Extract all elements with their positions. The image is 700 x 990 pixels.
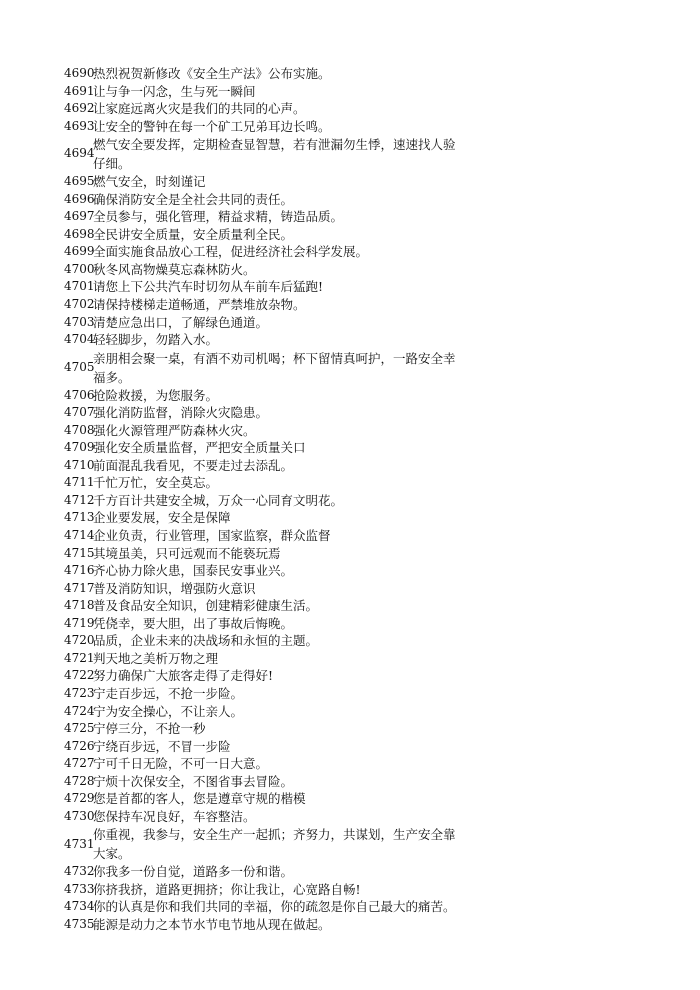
item-number: 4708 bbox=[64, 422, 95, 437]
item-text: 宁为安全操心，不让亲人。 bbox=[93, 703, 244, 719]
item-text: 燃气安全要发挥，定期检查显智慧，若有泄漏勿生悸，速速找人验仔细。 bbox=[93, 137, 456, 172]
list-item bbox=[64, 863, 464, 881]
item-text: 前面混乱我看见，不要走过去添乱。 bbox=[93, 457, 294, 473]
item-text: 强化安全质量监督，严把安全质量关口 bbox=[93, 440, 306, 456]
item-number: 4716 bbox=[64, 563, 95, 578]
item-text: 轻轻脚步，勿踏入水。 bbox=[93, 332, 219, 348]
item-text: 确保消防安全是全社会共同的责任。 bbox=[93, 191, 294, 207]
item-text: 普及食品安全知识，创建精彩健康生活。 bbox=[93, 598, 319, 614]
list-item bbox=[64, 597, 464, 615]
item-number: 4723 bbox=[64, 685, 95, 700]
item-text: 千方百计共建安全城，万众一心同育文明花。 bbox=[93, 492, 344, 508]
item-number: 4734 bbox=[64, 899, 95, 914]
item-text: 企业负责，行业管理，国家监察，群众监督 bbox=[93, 528, 331, 544]
item-number: 4698 bbox=[64, 226, 95, 241]
item-number: 4726 bbox=[64, 738, 95, 753]
list-item bbox=[64, 545, 464, 563]
item-number: 4702 bbox=[64, 297, 95, 312]
item-number: 4707 bbox=[64, 405, 95, 420]
item-text: 亲朋相会聚一桌，有酒不劝司机喝；杯下留情真呵护，一路安全幸福多。 bbox=[93, 350, 456, 385]
item-text: 宁可千日无险，不可一日大意。 bbox=[93, 756, 269, 772]
item-number: 4709 bbox=[64, 440, 95, 455]
item-number: 4735 bbox=[64, 916, 95, 931]
item-text: 宁烦十次保安全，不图省事去冒险。 bbox=[93, 773, 294, 789]
item-text: 强化消防监督，消除火灾隐患。 bbox=[93, 405, 269, 421]
item-number: 4727 bbox=[64, 756, 95, 771]
list-item bbox=[64, 527, 464, 545]
list-item bbox=[64, 331, 464, 349]
item-text: 你挤我挤，道路更拥挤；你让我让，心宽路自畅! bbox=[93, 881, 361, 897]
list-item bbox=[64, 191, 464, 209]
list-item bbox=[64, 387, 464, 405]
item-text: 齐心协力除火患，国泰民安事业兴。 bbox=[93, 563, 294, 579]
list-item bbox=[64, 457, 464, 475]
item-number: 4731 bbox=[64, 836, 95, 851]
item-text: 请您上下公共汽车时切勿从车前车后猛跑! bbox=[93, 279, 324, 295]
list-item bbox=[64, 703, 464, 721]
list-item bbox=[64, 422, 464, 440]
list-item bbox=[64, 296, 464, 314]
item-number: 4728 bbox=[64, 773, 95, 788]
list-item bbox=[64, 278, 464, 296]
list-item bbox=[64, 173, 464, 191]
item-text: 全民讲安全质量，安全质量利全民。 bbox=[93, 226, 294, 242]
list-item bbox=[64, 825, 464, 863]
item-text: 宁绕百步远，不冒一步险 bbox=[93, 738, 231, 754]
item-number: 4700 bbox=[64, 261, 95, 276]
item-number: 4697 bbox=[64, 209, 95, 224]
item-number: 4725 bbox=[64, 721, 95, 736]
item-number: 4730 bbox=[64, 808, 95, 823]
item-number: 4714 bbox=[64, 528, 95, 543]
list-item bbox=[64, 100, 464, 118]
item-text: 凭侥幸，要大胆，出了事故后悔晚。 bbox=[93, 615, 294, 631]
item-text: 燃气安全，时刻谨记 bbox=[93, 174, 206, 190]
item-number: 4705 bbox=[64, 359, 95, 374]
item-number: 4692 bbox=[64, 101, 95, 116]
item-text: 抢险救援，为您服务。 bbox=[93, 387, 219, 403]
item-number: 4706 bbox=[64, 387, 95, 402]
item-text: 请保持楼梯走道畅通，严禁堆放杂物。 bbox=[93, 297, 306, 313]
item-text: 你我多一份自觉，道路多一份和谐。 bbox=[93, 864, 294, 880]
item-number: 4699 bbox=[64, 244, 95, 259]
item-number: 4696 bbox=[64, 191, 95, 206]
item-text: 宁走百步远，不抢一步险。 bbox=[93, 685, 244, 701]
list-item bbox=[64, 615, 464, 633]
item-number: 4694 bbox=[64, 146, 95, 161]
list-item bbox=[64, 474, 464, 492]
item-number: 4693 bbox=[64, 118, 95, 133]
item-number: 4732 bbox=[64, 864, 95, 879]
item-number: 4712 bbox=[64, 492, 95, 507]
item-number: 4711 bbox=[64, 475, 95, 490]
item-number: 4710 bbox=[64, 457, 95, 472]
item-number: 4724 bbox=[64, 703, 95, 718]
list-item bbox=[64, 755, 464, 773]
list-item bbox=[64, 208, 464, 226]
item-text: 全员参与，强化管理，精益求精，铸造品质。 bbox=[93, 209, 344, 225]
item-text: 全面实施食品放心工程，促进经济社会科学发展。 bbox=[93, 244, 369, 260]
item-text: 你的认真是你和我们共同的幸福，你的疏忽是你自己最大的痛苦。 bbox=[93, 899, 456, 915]
list-item bbox=[64, 404, 464, 422]
list-item bbox=[64, 562, 464, 580]
item-text: 让与争一闪念，生与死一瞬间 bbox=[93, 83, 256, 99]
item-number: 4718 bbox=[64, 598, 95, 613]
list-item bbox=[64, 881, 464, 899]
item-text: 您保持车况良好，车容整洁。 bbox=[93, 808, 256, 824]
item-text: 品质，企业未来的决战场和永恒的主题。 bbox=[93, 633, 319, 649]
list-item bbox=[64, 580, 464, 598]
item-number: 4691 bbox=[64, 83, 95, 98]
list-item bbox=[64, 439, 464, 457]
list-item bbox=[64, 720, 464, 738]
item-number: 4701 bbox=[64, 279, 95, 294]
slogan-list bbox=[64, 65, 464, 934]
list-item bbox=[64, 65, 464, 83]
list-item bbox=[64, 135, 464, 173]
item-text: 判天地之美析万物之理 bbox=[93, 650, 219, 666]
item-number: 4721 bbox=[64, 650, 95, 665]
item-text: 努力确保广大旅客走得了走得好! bbox=[93, 668, 274, 684]
list-item bbox=[64, 261, 464, 279]
list-item bbox=[64, 773, 464, 791]
item-text: 清楚应急出口，了解绿色通道。 bbox=[93, 314, 269, 330]
list-item bbox=[64, 790, 464, 808]
list-item bbox=[64, 898, 464, 916]
item-number: 4713 bbox=[64, 510, 95, 525]
item-number: 4690 bbox=[64, 66, 95, 80]
list-item bbox=[64, 685, 464, 703]
list-item bbox=[64, 916, 464, 934]
list-item bbox=[64, 650, 464, 668]
item-text: 强化火源管理严防森林火灾。 bbox=[93, 422, 256, 438]
list-item bbox=[64, 226, 464, 244]
list-item bbox=[64, 492, 464, 510]
item-number: 4695 bbox=[64, 174, 95, 189]
item-number: 4733 bbox=[64, 881, 95, 896]
list-item bbox=[64, 118, 464, 136]
item-text: 其境虽美，只可远观而不能亵玩焉 bbox=[93, 545, 281, 561]
item-number: 4704 bbox=[64, 332, 95, 347]
item-text: 千忙万忙，安全莫忘。 bbox=[93, 475, 219, 491]
list-item bbox=[64, 349, 464, 387]
list-item bbox=[64, 632, 464, 650]
item-number: 4703 bbox=[64, 314, 95, 329]
list-item bbox=[64, 808, 464, 826]
item-text: 让家庭远离火灾是我们的共同的心声。 bbox=[93, 101, 306, 117]
item-text: 秋冬风高物燥莫忘森林防火。 bbox=[93, 261, 256, 277]
list-item bbox=[64, 509, 464, 527]
item-text: 热烈祝贺新修改《安全生产法》公布实施。 bbox=[93, 66, 331, 81]
item-text: 能源是动力之本节水节电节地从现在做起。 bbox=[93, 916, 331, 932]
list-item bbox=[64, 738, 464, 756]
list-item bbox=[64, 314, 464, 332]
item-text: 普及消防知识，增强防火意识 bbox=[93, 580, 256, 596]
item-number: 4720 bbox=[64, 633, 95, 648]
item-text: 你重视，我参与，安全生产一起抓；齐努力，共谋划，生产安全靠大家。 bbox=[93, 827, 456, 862]
item-text: 让安全的警钟在每一个矿工兄弟耳边长鸣。 bbox=[93, 118, 331, 134]
list-item bbox=[64, 243, 464, 261]
item-number: 4729 bbox=[64, 791, 95, 806]
item-number: 4715 bbox=[64, 545, 95, 560]
item-number: 4717 bbox=[64, 580, 95, 595]
item-text: 企业要发展，安全是保障 bbox=[93, 510, 231, 526]
list-item bbox=[64, 83, 464, 101]
item-text: 您是首都的客人，您是遵章守规的楷模 bbox=[93, 791, 306, 807]
item-text: 宁停三分，不抢一秒 bbox=[93, 721, 206, 737]
item-number: 4722 bbox=[64, 668, 95, 683]
item-number: 4719 bbox=[64, 615, 95, 630]
list-item bbox=[64, 667, 464, 685]
